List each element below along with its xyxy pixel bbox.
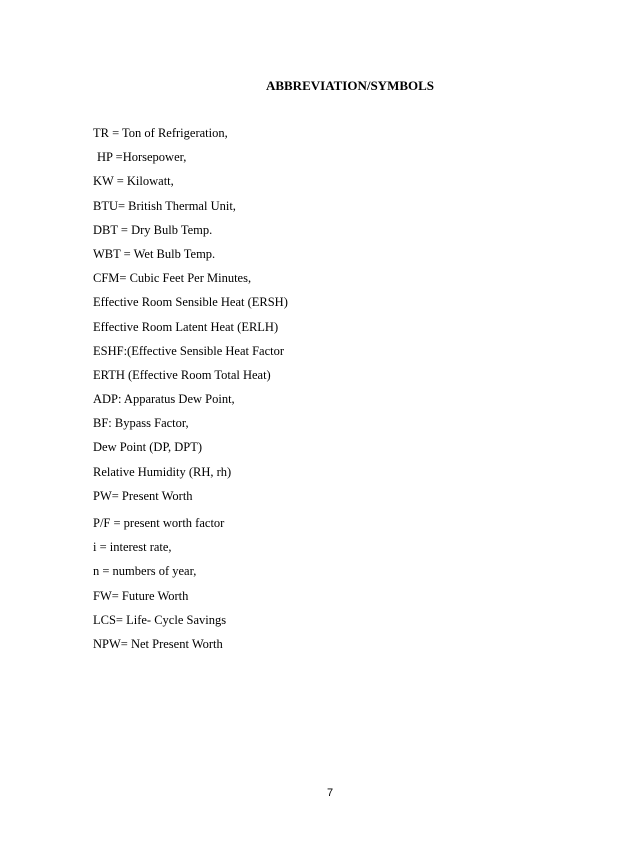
list-item-erlh: Effective Room Latent Heat (ERLH) xyxy=(93,319,279,334)
list-item-hp: HP =Horsepower, xyxy=(97,150,187,165)
list-item-tr: TR = Ton of Refrigeration, xyxy=(93,126,228,140)
list-item-dbt: DBT = Dry Bulb Temp. xyxy=(93,222,213,237)
list-item-pf: P/F = present worth factor xyxy=(93,516,225,530)
list-item-bf: BF: Bypass Factor, xyxy=(93,416,189,431)
list-item-erth: ERTH (Effective Room Total Heat) xyxy=(93,367,271,382)
list-item-interest-rate: i = interest rate, xyxy=(93,540,172,555)
page-number: 7 xyxy=(326,787,334,799)
list-item-fw: FW= Future Worth xyxy=(93,588,189,603)
list-item-ersh: Effective Room Sensible Heat (ERSH) xyxy=(93,295,288,310)
list-item-wbt: WBT = Wet Bulb Temp. xyxy=(93,246,216,261)
list-item-adp: ADP: Apparatus Dew Point, xyxy=(93,392,235,407)
list-item-kw: KW = Kilowatt, xyxy=(93,174,174,189)
list-item-lcs: LCS= Life- Cycle Savings xyxy=(93,612,227,627)
list-item-pw: PW= Present Worth xyxy=(93,488,193,503)
list-item-cfm: CFM= Cubic Feet Per Minutes, xyxy=(93,271,252,286)
list-item-dew-point: Dew Point (DP, DPT) xyxy=(93,440,203,455)
list-item-btu: BTU= British Thermal Unit, xyxy=(93,198,236,213)
abbreviation-list xyxy=(93,126,553,661)
list-item-relative-humidity: Relative Humidity (RH, rh) xyxy=(93,464,232,479)
page-title: ABBREVIATION/SYMBOLS xyxy=(265,78,435,93)
list-item-npw: NPW= Net Present Worth xyxy=(93,636,223,651)
list-item-eshf: ESHF:(Effective Sensible Heat Factor xyxy=(93,343,285,358)
list-item-numbers-of-year: n = numbers of year, xyxy=(93,564,197,579)
